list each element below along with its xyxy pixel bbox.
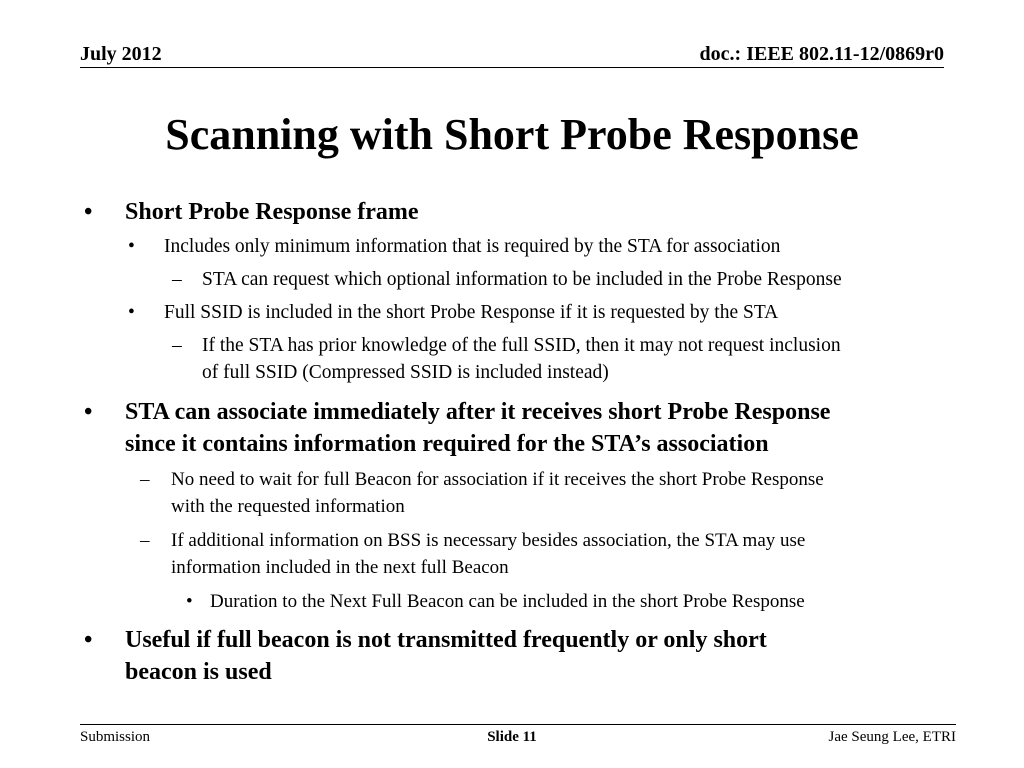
bullet-useful-full-beacon-line2: beacon is used (125, 659, 272, 685)
footer-slide-number: Slide 11 (487, 729, 537, 745)
bullet-dash-icon: – (140, 530, 150, 551)
bullet-no-need-to-wait-line2: with the requested information (171, 496, 405, 517)
bullet-short-probe-response-frame: Short Probe Response frame (125, 199, 419, 225)
bullet-associate-immediately-line1: STA can associate immediately after it receives short Probe Response (125, 399, 831, 425)
header-date: July 2012 (80, 43, 162, 65)
bullet-optional-information: STA can request which optional information to be included in the Probe Response (202, 269, 842, 290)
bullet-prior-knowledge-line1: If the STA has prior knowledge of the full SSID, then it may not request inclusion (202, 335, 841, 356)
header-doc-id: doc.: IEEE 802.11-12/0869r0 (699, 43, 944, 65)
bullet-associate-immediately-line2: since it contains information required for the STA’s association (125, 431, 769, 457)
bullet-dot-icon: • (186, 591, 193, 612)
bullet-additional-information-line2: information included in the next full Beacon (171, 557, 509, 578)
bullet-dot-icon: • (84, 199, 93, 225)
header-divider (80, 67, 944, 68)
bullet-dot-icon: • (128, 302, 135, 323)
bullet-duration-next-full-beacon: Duration to the Next Full Beacon can be included in the short Probe Response (210, 591, 805, 612)
bullet-minimum-information: Includes only minimum information that is required by the STA for association (164, 236, 781, 257)
bullet-useful-full-beacon-line1: Useful if full beacon is not transmitted frequently or only short (125, 627, 767, 653)
bullet-dash-icon: – (172, 335, 182, 356)
footer-submission: Submission (80, 729, 151, 745)
bullet-prior-knowledge-line2: of full SSID (Compressed SSID is included instead) (202, 362, 609, 383)
bullet-dot-icon: • (84, 399, 93, 425)
bullet-no-need-to-wait-line1: No need to wait for full Beacon for association if it receives the short Probe Response (171, 469, 824, 490)
slide-title: Scanning with Short Probe Response (165, 110, 859, 159)
bullet-additional-information-line1: If additional information on BSS is necessary besides association, the STA may use (171, 530, 806, 551)
bullet-full-ssid: Full SSID is included in the short Probe Response if it is requested by the STA (164, 302, 779, 323)
bullet-dash-icon: – (172, 269, 182, 290)
bullet-dot-icon: • (84, 627, 93, 653)
footer-author: Jae Seung Lee, ETRI (828, 729, 956, 745)
bullet-dot-icon: • (128, 236, 135, 257)
footer-divider (80, 724, 956, 725)
bullet-dash-icon: – (140, 469, 150, 490)
